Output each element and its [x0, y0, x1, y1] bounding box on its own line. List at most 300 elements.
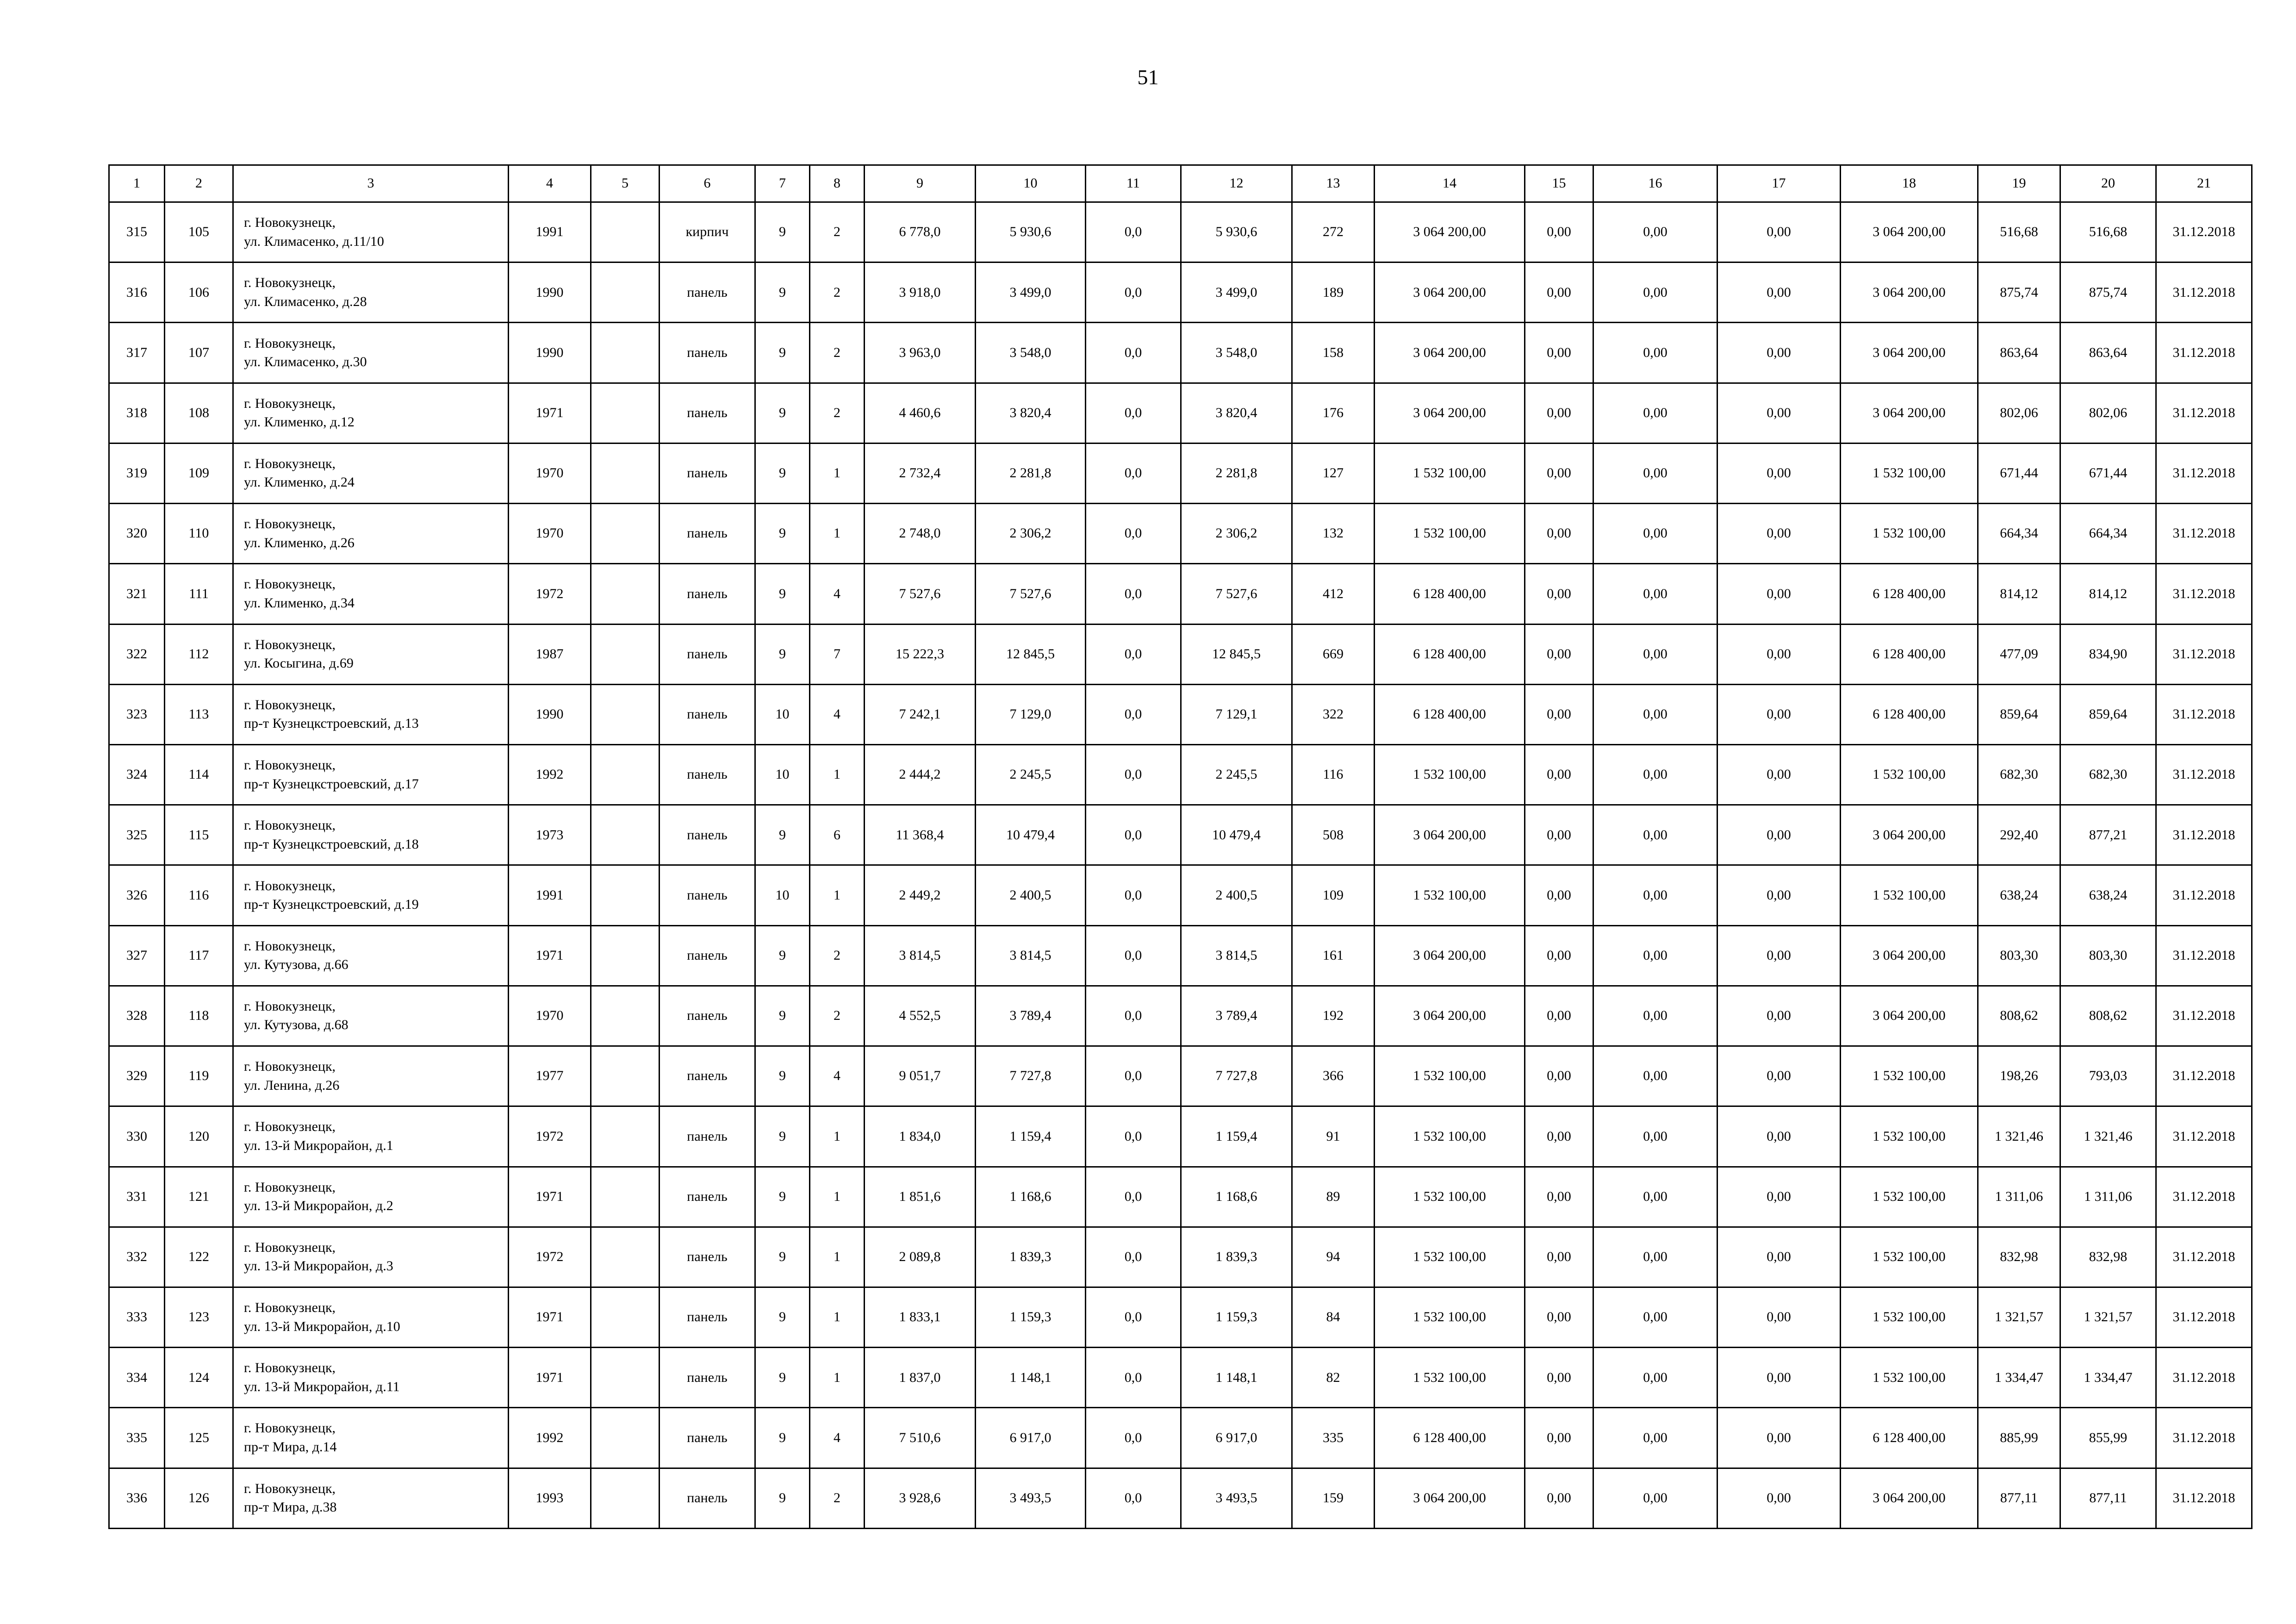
residential-area-cell: 1 148,1 — [1181, 1348, 1292, 1408]
unit-cost-cell: 477,09 — [1978, 624, 2060, 684]
build-year-cell: 1971 — [509, 925, 591, 986]
owner-funds-cell: 3 064 200,00 — [1841, 925, 1978, 986]
col16-cell: 0,00 — [1593, 383, 1717, 443]
unit-cost-cell: 682,30 — [1978, 744, 2060, 805]
col5-cell — [591, 1167, 660, 1227]
max-unit-cost-cell: 814,12 — [2060, 564, 2156, 624]
residents-cell: 84 — [1292, 1287, 1375, 1347]
residents-cell: 335 — [1292, 1408, 1375, 1468]
build-year-cell: 1992 — [509, 1408, 591, 1468]
col5-cell — [591, 262, 660, 323]
residential-area-cell: 3 814,5 — [1181, 925, 1292, 986]
entrances-cell: 4 — [810, 564, 865, 624]
col5-cell — [591, 202, 660, 262]
col17-cell: 0,00 — [1717, 202, 1841, 262]
col15-cell: 0,00 — [1525, 986, 1593, 1046]
col16-cell: 0,00 — [1593, 1348, 1717, 1408]
row-number-cell: 329 — [109, 1046, 165, 1106]
col16-cell: 0,00 — [1593, 684, 1717, 744]
address-cell — [233, 805, 509, 865]
col15-cell: 0,00 — [1525, 1046, 1593, 1106]
build-year-cell: 1977 — [509, 1046, 591, 1106]
residents-cell: 132 — [1292, 504, 1375, 564]
total-cost-cell: 3 064 200,00 — [1375, 262, 1525, 323]
wall-material-cell: панель — [660, 805, 755, 865]
address-cell — [233, 1287, 509, 1347]
entrances-cell: 1 — [810, 1106, 865, 1167]
col17-cell: 0,00 — [1717, 986, 1841, 1046]
list-number-cell: 122 — [165, 1227, 233, 1287]
owner-funds-cell: 1 532 100,00 — [1841, 865, 1978, 925]
address-city: г. Новокузнецк, — [244, 637, 336, 652]
row-number-cell: 333 — [109, 1287, 165, 1347]
address-city: г. Новокузнецк, — [244, 1179, 336, 1195]
floors-cell: 9 — [755, 323, 810, 383]
floors-cell: 10 — [755, 865, 810, 925]
address-city: г. Новокузнецк, — [244, 1239, 336, 1255]
address-street: ул. 13-й Микрорайон, д.11 — [244, 1379, 400, 1394]
table-row — [109, 624, 2252, 684]
col17-cell: 0,00 — [1717, 323, 1841, 383]
row-number-cell: 331 — [109, 1167, 165, 1227]
list-number-cell: 116 — [165, 865, 233, 925]
address-cell — [233, 925, 509, 986]
premises-area-cell: 1 839,3 — [976, 1227, 1086, 1287]
residential-area-cell: 6 917,0 — [1181, 1408, 1292, 1468]
unit-cost-cell: 664,34 — [1978, 504, 2060, 564]
entrances-cell: 1 — [810, 1348, 865, 1408]
nonresidential-area-cell: 0,0 — [1086, 684, 1181, 744]
table-row — [109, 1408, 2252, 1468]
wall-material-cell: панель — [660, 1287, 755, 1347]
wall-material-cell: панель — [660, 1227, 755, 1287]
total-cost-cell: 3 064 200,00 — [1375, 383, 1525, 443]
list-number-cell: 125 — [165, 1408, 233, 1468]
premises-area-cell: 6 917,0 — [976, 1408, 1086, 1468]
residents-cell: 159 — [1292, 1468, 1375, 1528]
row-number-cell: 334 — [109, 1348, 165, 1408]
row-number-cell: 326 — [109, 865, 165, 925]
residents-cell: 91 — [1292, 1106, 1375, 1167]
floors-cell: 9 — [755, 1468, 810, 1528]
owner-funds-cell: 1 532 100,00 — [1841, 1106, 1978, 1167]
deadline-cell: 31.12.2018 — [2156, 1468, 2252, 1528]
address-city: г. Новокузнецк, — [244, 818, 336, 833]
build-year-cell: 1970 — [509, 443, 591, 503]
total-cost-cell: 1 532 100,00 — [1375, 1106, 1525, 1167]
address-cell — [233, 323, 509, 383]
premises-area-cell: 2 306,2 — [976, 504, 1086, 564]
max-unit-cost-cell: 516,68 — [2060, 202, 2156, 262]
owner-funds-cell: 6 128 400,00 — [1841, 624, 1978, 684]
residents-cell: 94 — [1292, 1227, 1375, 1287]
col5-cell — [591, 1468, 660, 1528]
col15-cell: 0,00 — [1525, 202, 1593, 262]
premises-area-cell: 7 129,0 — [976, 684, 1086, 744]
row-number-cell: 322 — [109, 624, 165, 684]
premises-area-cell: 10 479,4 — [976, 805, 1086, 865]
unit-cost-cell: 292,40 — [1978, 805, 2060, 865]
col15-cell: 0,00 — [1525, 1106, 1593, 1167]
col16-cell: 0,00 — [1593, 925, 1717, 986]
entrances-cell: 4 — [810, 684, 865, 744]
total-area-cell: 1 851,6 — [865, 1167, 976, 1227]
owner-funds-cell: 1 532 100,00 — [1841, 1348, 1978, 1408]
table-row — [109, 383, 2252, 443]
col17-cell: 0,00 — [1717, 1287, 1841, 1347]
residential-area-cell: 3 820,4 — [1181, 383, 1292, 443]
nonresidential-area-cell: 0,0 — [1086, 383, 1181, 443]
owner-funds-cell: 1 532 100,00 — [1841, 1167, 1978, 1227]
column-number-header: 5 — [591, 165, 660, 202]
unit-cost-cell: 516,68 — [1978, 202, 2060, 262]
list-number-cell: 118 — [165, 986, 233, 1046]
residents-cell: 412 — [1292, 564, 1375, 624]
col15-cell: 0,00 — [1525, 925, 1593, 986]
col17-cell: 0,00 — [1717, 383, 1841, 443]
col17-cell: 0,00 — [1717, 1468, 1841, 1528]
column-number-header: 11 — [1086, 165, 1181, 202]
row-number-cell: 318 — [109, 383, 165, 443]
total-area-cell: 7 527,6 — [865, 564, 976, 624]
col16-cell: 0,00 — [1593, 262, 1717, 323]
total-area-cell: 7 242,1 — [865, 684, 976, 744]
deadline-cell: 31.12.2018 — [2156, 262, 2252, 323]
list-number-cell: 107 — [165, 323, 233, 383]
entrances-cell: 1 — [810, 443, 865, 503]
residential-area-cell: 3 548,0 — [1181, 323, 1292, 383]
premises-area-cell: 12 845,5 — [976, 624, 1086, 684]
premises-area-cell: 3 814,5 — [976, 925, 1086, 986]
deadline-cell: 31.12.2018 — [2156, 986, 2252, 1046]
deadline-cell: 31.12.2018 — [2156, 1227, 2252, 1287]
column-number-header: 13 — [1292, 165, 1375, 202]
row-number-cell: 315 — [109, 202, 165, 262]
owner-funds-cell: 1 532 100,00 — [1841, 1227, 1978, 1287]
col5-cell — [591, 1046, 660, 1106]
residential-area-cell: 2 306,2 — [1181, 504, 1292, 564]
total-area-cell: 11 368,4 — [865, 805, 976, 865]
wall-material-cell: панель — [660, 684, 755, 744]
max-unit-cost-cell: 793,03 — [2060, 1046, 2156, 1106]
max-unit-cost-cell: 1 311,06 — [2060, 1167, 2156, 1227]
col5-cell — [591, 1106, 660, 1167]
col16-cell: 0,00 — [1593, 564, 1717, 624]
premises-area-cell: 2 281,8 — [976, 443, 1086, 503]
col16-cell: 0,00 — [1593, 986, 1717, 1046]
address-street: пр-т Мира, д.14 — [244, 1439, 337, 1455]
column-number-header: 1 — [109, 165, 165, 202]
premises-area-cell: 7 527,6 — [976, 564, 1086, 624]
col5-cell — [591, 443, 660, 503]
total-cost-cell: 6 128 400,00 — [1375, 1408, 1525, 1468]
total-cost-cell: 1 532 100,00 — [1375, 443, 1525, 503]
address-city: г. Новокузнецк, — [244, 275, 336, 291]
address-city: г. Новокузнецк, — [244, 938, 336, 954]
unit-cost-cell: 1 321,57 — [1978, 1287, 2060, 1347]
premises-area-cell: 3 789,4 — [976, 986, 1086, 1046]
floors-cell: 9 — [755, 1106, 810, 1167]
total-cost-cell: 1 532 100,00 — [1375, 1046, 1525, 1106]
table-row — [109, 925, 2252, 986]
deadline-cell: 31.12.2018 — [2156, 925, 2252, 986]
owner-funds-cell: 3 064 200,00 — [1841, 262, 1978, 323]
floors-cell: 9 — [755, 1046, 810, 1106]
max-unit-cost-cell: 832,98 — [2060, 1227, 2156, 1287]
row-number-cell: 327 — [109, 925, 165, 986]
wall-material-cell: панель — [660, 1348, 755, 1408]
deadline-cell: 31.12.2018 — [2156, 684, 2252, 744]
table-row — [109, 202, 2252, 262]
col15-cell: 0,00 — [1525, 1408, 1593, 1468]
address-city: г. Новокузнецк, — [244, 1480, 336, 1496]
residents-cell: 508 — [1292, 805, 1375, 865]
total-area-cell: 2 089,8 — [865, 1227, 976, 1287]
total-area-cell: 15 222,3 — [865, 624, 976, 684]
owner-funds-cell: 3 064 200,00 — [1841, 986, 1978, 1046]
residents-cell: 161 — [1292, 925, 1375, 986]
premises-area-cell: 5 930,6 — [976, 202, 1086, 262]
owner-funds-cell: 1 532 100,00 — [1841, 1046, 1978, 1106]
col15-cell: 0,00 — [1525, 1348, 1593, 1408]
unit-cost-cell: 1 334,47 — [1978, 1348, 2060, 1408]
address-cell — [233, 383, 509, 443]
floors-cell: 9 — [755, 1348, 810, 1408]
address-cell — [233, 1348, 509, 1408]
build-year-cell: 1970 — [509, 504, 591, 564]
table-row — [109, 323, 2252, 383]
residential-area-cell: 3 499,0 — [1181, 262, 1292, 323]
residents-cell: 109 — [1292, 865, 1375, 925]
list-number-cell: 124 — [165, 1348, 233, 1408]
total-area-cell: 3 814,5 — [865, 925, 976, 986]
col16-cell: 0,00 — [1593, 1227, 1717, 1287]
residents-cell: 669 — [1292, 624, 1375, 684]
wall-material-cell: панель — [660, 262, 755, 323]
residents-cell: 366 — [1292, 1046, 1375, 1106]
residents-cell: 158 — [1292, 323, 1375, 383]
nonresidential-area-cell: 0,0 — [1086, 744, 1181, 805]
build-year-cell: 1972 — [509, 564, 591, 624]
list-number-cell: 117 — [165, 925, 233, 986]
address-cell — [233, 986, 509, 1046]
address-street: ул. Клименко, д.34 — [244, 595, 355, 611]
residents-cell: 116 — [1292, 744, 1375, 805]
address-cell — [233, 443, 509, 503]
table-row — [109, 1348, 2252, 1408]
unit-cost-cell: 859,64 — [1978, 684, 2060, 744]
col17-cell: 0,00 — [1717, 744, 1841, 805]
total-area-cell: 3 963,0 — [865, 323, 976, 383]
col15-cell: 0,00 — [1525, 1287, 1593, 1347]
total-area-cell: 9 051,7 — [865, 1046, 976, 1106]
entrances-cell: 2 — [810, 262, 865, 323]
total-cost-cell: 6 128 400,00 — [1375, 564, 1525, 624]
floors-cell: 9 — [755, 805, 810, 865]
deadline-cell: 31.12.2018 — [2156, 1348, 2252, 1408]
deadline-cell: 31.12.2018 — [2156, 443, 2252, 503]
address-city: г. Новокузнецк, — [244, 998, 336, 1014]
col5-cell — [591, 805, 660, 865]
list-number-cell: 114 — [165, 744, 233, 805]
floors-cell: 9 — [755, 925, 810, 986]
max-unit-cost-cell: 834,90 — [2060, 624, 2156, 684]
row-number-cell: 330 — [109, 1106, 165, 1167]
col15-cell: 0,00 — [1525, 684, 1593, 744]
wall-material-cell: кирпич — [660, 202, 755, 262]
max-unit-cost-cell: 682,30 — [2060, 744, 2156, 805]
unit-cost-cell: 671,44 — [1978, 443, 2060, 503]
address-cell — [233, 624, 509, 684]
max-unit-cost-cell: 664,34 — [2060, 504, 2156, 564]
residential-area-cell: 5 930,6 — [1181, 202, 1292, 262]
address-city: г. Новокузнецк, — [244, 456, 336, 471]
build-year-cell: 1971 — [509, 1287, 591, 1347]
col5-cell — [591, 986, 660, 1046]
residents-cell: 189 — [1292, 262, 1375, 323]
owner-funds-cell: 1 532 100,00 — [1841, 443, 1978, 503]
owner-funds-cell: 6 128 400,00 — [1841, 564, 1978, 624]
address-city: г. Новокузнецк, — [244, 395, 336, 411]
col15-cell: 0,00 — [1525, 564, 1593, 624]
nonresidential-area-cell: 0,0 — [1086, 865, 1181, 925]
premises-area-cell: 3 499,0 — [976, 262, 1086, 323]
premises-area-cell: 1 168,6 — [976, 1167, 1086, 1227]
address-street: ул. 13-й Микрорайон, д.1 — [244, 1137, 393, 1153]
col15-cell: 0,00 — [1525, 383, 1593, 443]
owner-funds-cell: 3 064 200,00 — [1841, 202, 1978, 262]
address-cell — [233, 684, 509, 744]
column-number-header: 4 — [509, 165, 591, 202]
nonresidential-area-cell: 0,0 — [1086, 262, 1181, 323]
max-unit-cost-cell: 1 321,46 — [2060, 1106, 2156, 1167]
residents-cell: 272 — [1292, 202, 1375, 262]
wall-material-cell: панель — [660, 323, 755, 383]
row-number-cell: 335 — [109, 1408, 165, 1468]
column-number-header: 3 — [233, 165, 509, 202]
deadline-cell: 31.12.2018 — [2156, 323, 2252, 383]
col17-cell: 0,00 — [1717, 262, 1841, 323]
col5-cell — [591, 1408, 660, 1468]
nonresidential-area-cell: 0,0 — [1086, 1106, 1181, 1167]
entrances-cell: 1 — [810, 1167, 865, 1227]
col16-cell: 0,00 — [1593, 744, 1717, 805]
unit-cost-cell: 198,26 — [1978, 1046, 2060, 1106]
unit-cost-cell: 1 321,46 — [1978, 1106, 2060, 1167]
total-cost-cell: 3 064 200,00 — [1375, 986, 1525, 1046]
col15-cell: 0,00 — [1525, 1227, 1593, 1287]
owner-funds-cell: 3 064 200,00 — [1841, 383, 1978, 443]
build-year-cell: 1987 — [509, 624, 591, 684]
nonresidential-area-cell: 0,0 — [1086, 1046, 1181, 1106]
nonresidential-area-cell: 0,0 — [1086, 1167, 1181, 1227]
table-row — [109, 1167, 2252, 1227]
list-number-cell: 112 — [165, 624, 233, 684]
deadline-cell: 31.12.2018 — [2156, 744, 2252, 805]
total-cost-cell: 1 532 100,00 — [1375, 1167, 1525, 1227]
deadline-cell: 31.12.2018 — [2156, 1167, 2252, 1227]
list-number-cell: 113 — [165, 684, 233, 744]
deadline-cell: 31.12.2018 — [2156, 383, 2252, 443]
col15-cell: 0,00 — [1525, 805, 1593, 865]
wall-material-cell: панель — [660, 504, 755, 564]
col5-cell — [591, 925, 660, 986]
address-city: г. Новокузнецк, — [244, 1360, 336, 1376]
total-cost-cell: 1 532 100,00 — [1375, 1287, 1525, 1347]
address-cell — [233, 865, 509, 925]
col5-cell — [591, 865, 660, 925]
max-unit-cost-cell: 638,24 — [2060, 865, 2156, 925]
total-area-cell: 3 918,0 — [865, 262, 976, 323]
residential-area-cell: 2 281,8 — [1181, 443, 1292, 503]
col15-cell: 0,00 — [1525, 262, 1593, 323]
wall-material-cell: панель — [660, 383, 755, 443]
unit-cost-cell: 885,99 — [1978, 1408, 2060, 1468]
row-number-cell: 319 — [109, 443, 165, 503]
deadline-cell: 31.12.2018 — [2156, 504, 2252, 564]
deadline-cell: 31.12.2018 — [2156, 1046, 2252, 1106]
nonresidential-area-cell: 0,0 — [1086, 805, 1181, 865]
address-street: ул. Клименко, д.24 — [244, 475, 355, 490]
wall-material-cell: панель — [660, 624, 755, 684]
address-cell — [233, 504, 509, 564]
table-row — [109, 1287, 2252, 1347]
total-cost-cell: 3 064 200,00 — [1375, 202, 1525, 262]
address-cell — [233, 744, 509, 805]
build-year-cell: 1990 — [509, 262, 591, 323]
premises-area-cell: 3 820,4 — [976, 383, 1086, 443]
premises-area-cell: 3 493,5 — [976, 1468, 1086, 1528]
address-city: г. Новокузнецк, — [244, 335, 336, 351]
build-year-cell: 1993 — [509, 1468, 591, 1528]
address-street: ул. 13-й Микрорайон, д.2 — [244, 1198, 393, 1214]
col15-cell: 0,00 — [1525, 1468, 1593, 1528]
max-unit-cost-cell: 808,62 — [2060, 986, 2156, 1046]
total-cost-cell: 6 128 400,00 — [1375, 684, 1525, 744]
col5-cell — [591, 564, 660, 624]
floors-cell: 10 — [755, 684, 810, 744]
col15-cell: 0,00 — [1525, 504, 1593, 564]
address-street: ул. Клименко, д.12 — [244, 414, 355, 430]
total-area-cell: 2 444,2 — [865, 744, 976, 805]
nonresidential-area-cell: 0,0 — [1086, 986, 1181, 1046]
premises-area-cell: 7 727,8 — [976, 1046, 1086, 1106]
column-number-header: 14 — [1375, 165, 1525, 202]
nonresidential-area-cell: 0,0 — [1086, 443, 1181, 503]
row-number-cell: 321 — [109, 564, 165, 624]
col5-cell — [591, 323, 660, 383]
col17-cell: 0,00 — [1717, 624, 1841, 684]
address-street: ул. Косыгина, д.69 — [244, 656, 354, 671]
table-row — [109, 1227, 2252, 1287]
address-city: г. Новокузнецк, — [244, 1119, 336, 1135]
col16-cell: 0,00 — [1593, 624, 1717, 684]
col16-cell: 0,00 — [1593, 1106, 1717, 1167]
col16-cell: 0,00 — [1593, 1046, 1717, 1106]
wall-material-cell: панель — [660, 1106, 755, 1167]
col15-cell: 0,00 — [1525, 624, 1593, 684]
col5-cell — [591, 1227, 660, 1287]
floors-cell: 9 — [755, 443, 810, 503]
nonresidential-area-cell: 0,0 — [1086, 202, 1181, 262]
col16-cell: 0,00 — [1593, 1287, 1717, 1347]
max-unit-cost-cell: 855,99 — [2060, 1408, 2156, 1468]
owner-funds-cell: 6 128 400,00 — [1841, 684, 1978, 744]
nonresidential-area-cell: 0,0 — [1086, 323, 1181, 383]
column-number-header: 17 — [1717, 165, 1841, 202]
address-street: ул. 13-й Микрорайон, д.10 — [244, 1318, 400, 1334]
deadline-cell: 31.12.2018 — [2156, 805, 2252, 865]
